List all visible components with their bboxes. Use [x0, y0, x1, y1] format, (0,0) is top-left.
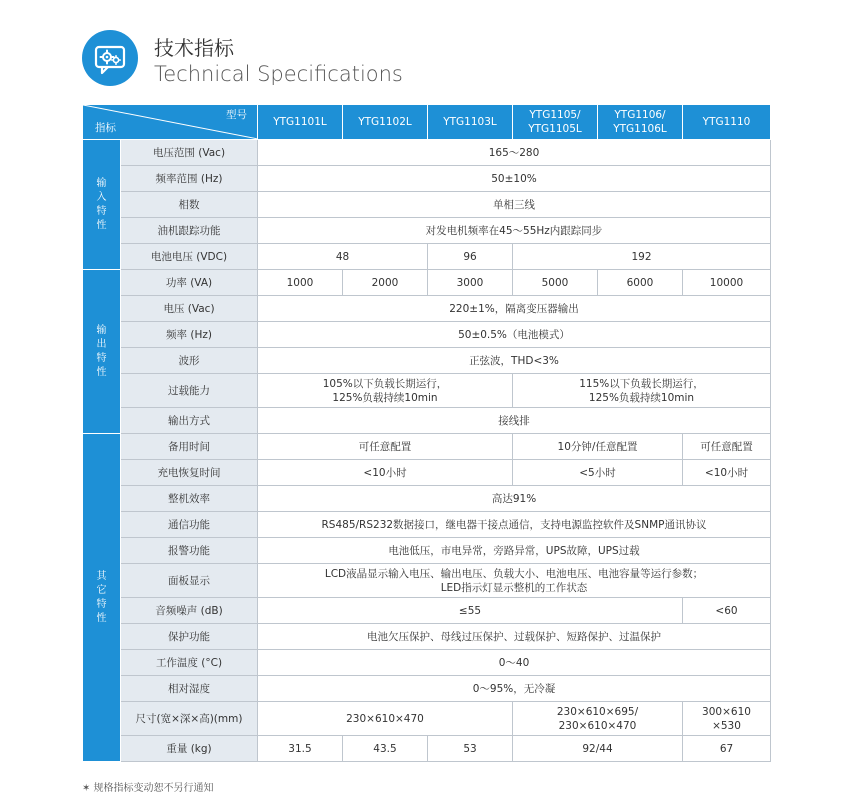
row-label: 波形 [121, 348, 258, 374]
row-label: 相对湿度 [121, 676, 258, 702]
row-label: 油机跟踪功能 [121, 218, 258, 244]
group-label-other: 其 它 特 性 [83, 434, 121, 762]
corner-indicator-label: 指标 [95, 122, 116, 134]
page-title-cn: 技术指标 [154, 36, 234, 60]
row-value: LCD液晶显示输入电压、输出电压、负载大小、电池电压、电池容量等运行参数； LED指示灯显示整机的工作状态 [258, 564, 771, 598]
table-row [83, 624, 771, 650]
row-label: 电池电压 (VDC) [121, 244, 258, 270]
corner-model-label: 型号 [226, 109, 247, 121]
row-value: 50±10% [258, 166, 771, 192]
row-label: 音频噪声 (dB) [121, 598, 258, 624]
row-label: 通信功能 [121, 512, 258, 538]
table-row [83, 270, 771, 296]
table-row [83, 650, 771, 676]
row-value: RS485/RS232数据接口，继电器干接点通信，支持电源监控软件及SNMP通讯协议 [258, 512, 771, 538]
row-value: 对发电机频率在45～55Hz内跟踪同步 [258, 218, 771, 244]
row-value: 67 [683, 736, 771, 762]
row-value: <5小时 [513, 460, 683, 486]
model-header: YTG1103L [428, 105, 513, 140]
row-value: 电池欠压保护、母线过压保护、过载保护、短路保护、过温保护 [258, 624, 771, 650]
row-value: 48 [258, 244, 428, 270]
table-row [83, 218, 771, 244]
table-row [83, 166, 771, 192]
model-header: YTG1106/ YTG1106L [598, 105, 683, 140]
table-row [83, 192, 771, 218]
row-value: 230×610×470 [258, 702, 513, 736]
row-value: 43.5 [343, 736, 428, 762]
row-value: 单相三线 [258, 192, 771, 218]
row-value: 96 [428, 244, 513, 270]
row-value: 105%以下负载长期运行， 125%负载持续10min [258, 374, 513, 408]
row-label: 电压 (Vac) [121, 296, 258, 322]
table-row [83, 408, 771, 434]
table-row [83, 296, 771, 322]
table-row [83, 486, 771, 512]
row-value: <10小时 [258, 460, 513, 486]
row-label: 相数 [121, 192, 258, 218]
row-value: 10000 [683, 270, 771, 296]
table-row [83, 244, 771, 270]
row-label: 充电恢复时间 [121, 460, 258, 486]
table-row [83, 736, 771, 762]
row-label: 过载能力 [121, 374, 258, 408]
row-label: 频率范围 (Hz) [121, 166, 258, 192]
table-row [83, 374, 771, 408]
row-value: 10分钟/任意配置 [513, 434, 683, 460]
table-row [83, 140, 771, 166]
row-value: 165～280 [258, 140, 771, 166]
row-label: 功率 (VA) [121, 270, 258, 296]
row-label: 尺寸(宽×深×高)(mm) [121, 702, 258, 736]
row-value: ≤55 [258, 598, 683, 624]
table-row [83, 564, 771, 598]
spec-table [82, 104, 771, 762]
page-title-en: Technical Specifications [154, 62, 403, 86]
row-value: <10小时 [683, 460, 771, 486]
row-value: 3000 [428, 270, 513, 296]
row-value: 电池低压，市电异常，旁路异常，UPS故障，UPS过载 [258, 538, 771, 564]
footnote: ✶ 规格指标变动恕不另行通知 [82, 783, 214, 794]
model-header: YTG1102L [343, 105, 428, 140]
row-value: 高达91% [258, 486, 771, 512]
table-corner-cell [83, 105, 258, 140]
row-value: 正弦波，THD<3% [258, 348, 771, 374]
row-value: 230×610×695/ 230×610×470 [513, 702, 683, 736]
table-row [83, 348, 771, 374]
row-value: 192 [513, 244, 771, 270]
model-header: YTG1105/ YTG1105L [513, 105, 598, 140]
row-label: 备用时间 [121, 434, 258, 460]
row-value: 1000 [258, 270, 343, 296]
row-value: 92/44 [513, 736, 683, 762]
group-label-output: 输 出 特 性 [83, 270, 121, 434]
row-value: <60 [683, 598, 771, 624]
row-label: 输出方式 [121, 408, 258, 434]
row-label: 整机效率 [121, 486, 258, 512]
row-label: 面板显示 [121, 564, 258, 598]
table-row [83, 598, 771, 624]
row-value: 0～95%，无冷凝 [258, 676, 771, 702]
row-label: 保护功能 [121, 624, 258, 650]
row-label: 频率 (Hz) [121, 322, 258, 348]
row-value: 53 [428, 736, 513, 762]
table-row [83, 460, 771, 486]
table-row [83, 434, 771, 460]
group-label-input: 输 入 特 性 [83, 140, 121, 270]
row-value: 可任意配置 [683, 434, 771, 460]
row-value: 50±0.5%（电池模式） [258, 322, 771, 348]
table-row [83, 512, 771, 538]
row-value: 115%以下负载长期运行， 125%负载持续10min [513, 374, 771, 408]
table-row [83, 538, 771, 564]
row-label: 报警功能 [121, 538, 258, 564]
model-header: YTG1110 [683, 105, 771, 140]
row-value: 2000 [343, 270, 428, 296]
table-row [83, 702, 771, 736]
row-value: 31.5 [258, 736, 343, 762]
table-row [83, 322, 771, 348]
table-header-row [83, 105, 771, 140]
row-label: 工作温度 (°C) [121, 650, 258, 676]
row-value: 5000 [513, 270, 598, 296]
model-header: YTG1101L [258, 105, 343, 140]
row-label: 电压范围 (Vac) [121, 140, 258, 166]
row-label: 重量 (kg) [121, 736, 258, 762]
row-value: 0～40 [258, 650, 771, 676]
row-value: 可任意配置 [258, 434, 513, 460]
row-value: 220±1%，隔离变压器输出 [258, 296, 771, 322]
row-value: 接线排 [258, 408, 771, 434]
table-row [83, 676, 771, 702]
row-value: 300×610 ×530 [683, 702, 771, 736]
row-value: 6000 [598, 270, 683, 296]
gear-display-icon [82, 30, 138, 86]
